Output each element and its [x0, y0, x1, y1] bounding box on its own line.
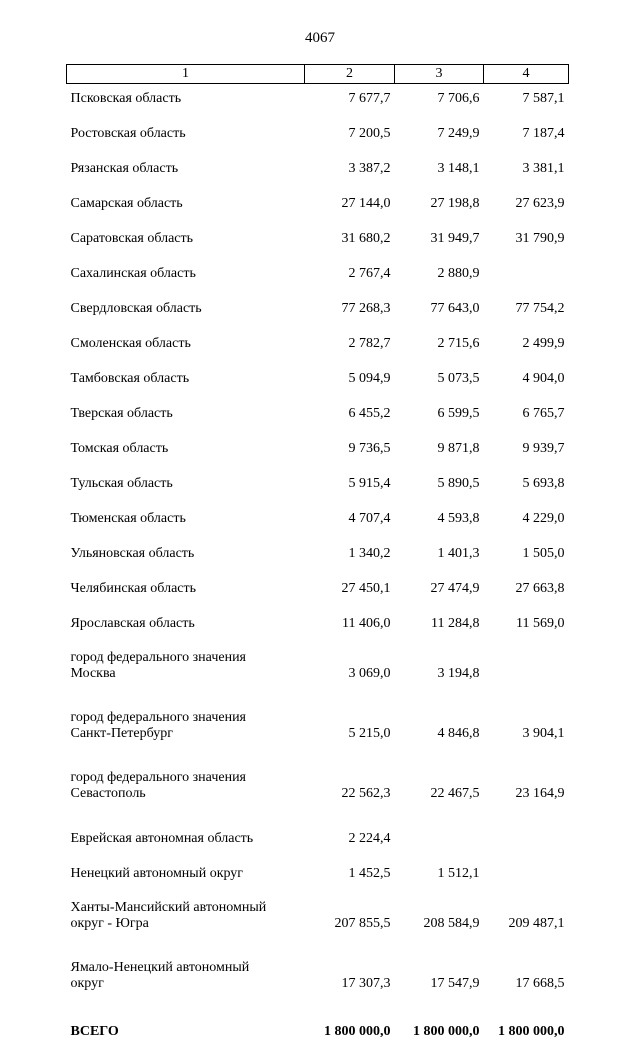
value-col-3: 11 284,8 — [431, 616, 480, 631]
table-row — [67, 154, 569, 189]
region-name: Ярославская область — [70, 616, 195, 631]
region-name — [67, 954, 305, 1014]
value-col-2: 5 215,0 — [348, 726, 391, 741]
value-col-3: 5 890,5 — [437, 476, 480, 491]
value-col-4: 7 187,4 — [522, 126, 565, 141]
region-name: Тюменская область — [70, 511, 186, 526]
region-name-line-2: Москва — [70, 666, 116, 681]
value-col-4: 1 505,0 — [522, 546, 565, 561]
table-row — [67, 119, 569, 154]
value-col-4: 3 381,1 — [522, 161, 565, 176]
table-row — [67, 224, 569, 259]
value-col-4: 31 790,9 — [515, 231, 565, 246]
value-col-2: 7 677,7 — [348, 91, 391, 106]
column-header-1: 1 — [67, 65, 305, 84]
table-row — [67, 189, 569, 224]
table-row — [67, 504, 569, 539]
value-col-3: 22 467,5 — [430, 786, 480, 801]
value-col-3: 2 715,6 — [437, 336, 480, 351]
value-col-4: 209 487,1 — [508, 916, 565, 931]
total-col-2: 1 800 000,0 — [324, 1024, 391, 1039]
value-col-3: 1 401,3 — [437, 546, 480, 561]
value-col-2: 207 855,5 — [334, 916, 391, 931]
value-col-4: 4 229,0 — [522, 511, 565, 526]
value-col-2: 27 450,1 — [341, 581, 391, 596]
value-col-3: 2 880,9 — [437, 266, 480, 281]
value-col-2: 2 224,4 — [348, 831, 391, 846]
table-row — [67, 824, 569, 859]
region-name: Самарская область — [70, 196, 183, 211]
value-col-3: 7 706,6 — [437, 91, 480, 106]
region-name — [67, 644, 305, 704]
value-col-4: 4 904,0 — [522, 371, 565, 386]
value-col-2: 2 767,4 — [348, 266, 391, 281]
value-col-3: 208 584,9 — [423, 916, 480, 931]
region-name: Ульяновская область — [70, 546, 195, 561]
region-name-line-1: Ямало-Ненецкий автономный — [70, 960, 250, 975]
region-name — [67, 764, 305, 824]
region-name-line-2: Санкт-Петербург — [70, 726, 173, 741]
region-name: Тверская область — [70, 406, 173, 421]
region-name — [67, 894, 305, 954]
value-col-3: 3 194,8 — [437, 666, 480, 681]
value-col-4: 27 623,9 — [515, 196, 565, 211]
value-col-2: 3 069,0 — [348, 666, 391, 681]
value-col-2: 7 200,5 — [348, 126, 391, 141]
value-col-4: 9 939,7 — [522, 441, 565, 456]
value-col-4: 7 587,1 — [522, 91, 565, 106]
value-col-3: 77 643,0 — [430, 301, 480, 316]
value-col-3: 27 198,8 — [430, 196, 480, 211]
table-row — [67, 954, 569, 1014]
column-header-2: 2 — [305, 65, 395, 84]
table-row — [67, 574, 569, 609]
value-col-2: 11 406,0 — [342, 616, 391, 631]
value-col-4 — [484, 859, 569, 894]
table-row — [67, 609, 569, 644]
table-row — [67, 364, 569, 399]
region-name: Тамбовская область — [70, 371, 190, 386]
table-row — [67, 399, 569, 434]
table-row — [67, 894, 569, 954]
region-name: Ростовская область — [70, 126, 186, 141]
value-col-3 — [395, 824, 484, 859]
table-row — [67, 469, 569, 504]
value-col-2: 2 782,7 — [348, 336, 391, 351]
region-name-line-2: Севастополь — [70, 786, 146, 801]
region-name: Еврейская автономная область — [70, 831, 254, 846]
value-col-2: 17 307,3 — [341, 976, 391, 991]
value-col-3: 5 073,5 — [437, 371, 480, 386]
value-col-4 — [484, 824, 569, 859]
value-col-2: 6 455,2 — [348, 406, 391, 421]
table-row — [67, 84, 569, 120]
header-row — [67, 65, 569, 84]
region-name — [67, 704, 305, 764]
total-col-4: 1 800 000,0 — [498, 1024, 565, 1039]
allocation-table — [66, 64, 569, 1040]
value-col-3: 7 249,9 — [437, 126, 480, 141]
value-col-2: 27 144,0 — [341, 196, 391, 211]
value-col-4: 6 765,7 — [522, 406, 565, 421]
value-col-2: 5 915,4 — [348, 476, 391, 491]
region-name: Томская область — [70, 441, 169, 456]
value-col-4: 2 499,9 — [522, 336, 565, 351]
region-name-line-2: округ — [70, 976, 104, 991]
table-row — [67, 764, 569, 824]
value-col-4: 11 569,0 — [516, 616, 565, 631]
value-col-2: 22 562,3 — [341, 786, 391, 801]
total-row — [67, 1014, 569, 1040]
region-name: Смоленская область — [70, 336, 191, 351]
region-name: Сахалинская область — [70, 266, 196, 281]
table-row — [67, 539, 569, 574]
column-header-3: 3 — [395, 65, 484, 84]
value-col-3: 4 593,8 — [437, 511, 480, 526]
value-col-4 — [484, 644, 569, 704]
table-row — [67, 294, 569, 329]
table-row — [67, 259, 569, 294]
table-row — [67, 434, 569, 469]
table-row — [67, 329, 569, 364]
total-col-3: 1 800 000,0 — [413, 1024, 480, 1039]
region-name: Свердловская область — [70, 301, 202, 316]
value-col-3: 6 599,5 — [437, 406, 480, 421]
region-name-line-1: город федерального значения — [70, 770, 246, 785]
total-label: ВСЕГО — [70, 1024, 119, 1039]
value-col-4 — [484, 259, 569, 294]
value-col-2: 4 707,4 — [348, 511, 391, 526]
value-col-2: 77 268,3 — [341, 301, 391, 316]
value-col-4: 23 164,9 — [515, 786, 565, 801]
page-number: 4067 — [305, 30, 335, 46]
value-col-3: 27 474,9 — [430, 581, 480, 596]
value-col-3: 31 949,7 — [430, 231, 480, 246]
value-col-3: 4 846,8 — [437, 726, 480, 741]
value-col-2: 9 736,5 — [348, 441, 391, 456]
value-col-2: 1 452,5 — [348, 866, 391, 881]
region-name: Саратовская область — [70, 231, 194, 246]
value-col-2: 1 340,2 — [348, 546, 391, 561]
region-name: Ненецкий автономный округ — [70, 866, 244, 881]
region-name: Тульская область — [70, 476, 173, 491]
region-name: Челябинская область — [70, 581, 196, 596]
value-col-2: 5 094,9 — [348, 371, 391, 386]
region-name: Рязанская область — [70, 161, 179, 176]
region-name-line-1: город федерального значения — [70, 650, 246, 665]
value-col-4: 3 904,1 — [522, 726, 565, 741]
value-col-3: 1 512,1 — [437, 866, 480, 881]
table-row — [67, 859, 569, 894]
column-header-4: 4 — [484, 65, 569, 84]
value-col-4: 77 754,2 — [515, 301, 565, 316]
table-row — [67, 704, 569, 764]
region-name: Псковская область — [70, 91, 182, 106]
value-col-4: 5 693,8 — [522, 476, 565, 491]
region-name-line-1: Ханты-Мансийский автономный — [70, 900, 267, 915]
value-col-3: 17 547,9 — [430, 976, 480, 991]
value-col-4: 17 668,5 — [515, 976, 565, 991]
value-col-3: 3 148,1 — [437, 161, 480, 176]
region-name-line-1: город федерального значения — [70, 710, 246, 725]
value-col-3: 9 871,8 — [437, 441, 480, 456]
value-col-2: 3 387,2 — [348, 161, 391, 176]
value-col-4: 27 663,8 — [515, 581, 565, 596]
value-col-2: 31 680,2 — [341, 231, 391, 246]
region-name-line-2: округ - Югра — [70, 916, 149, 931]
table-row — [67, 644, 569, 704]
